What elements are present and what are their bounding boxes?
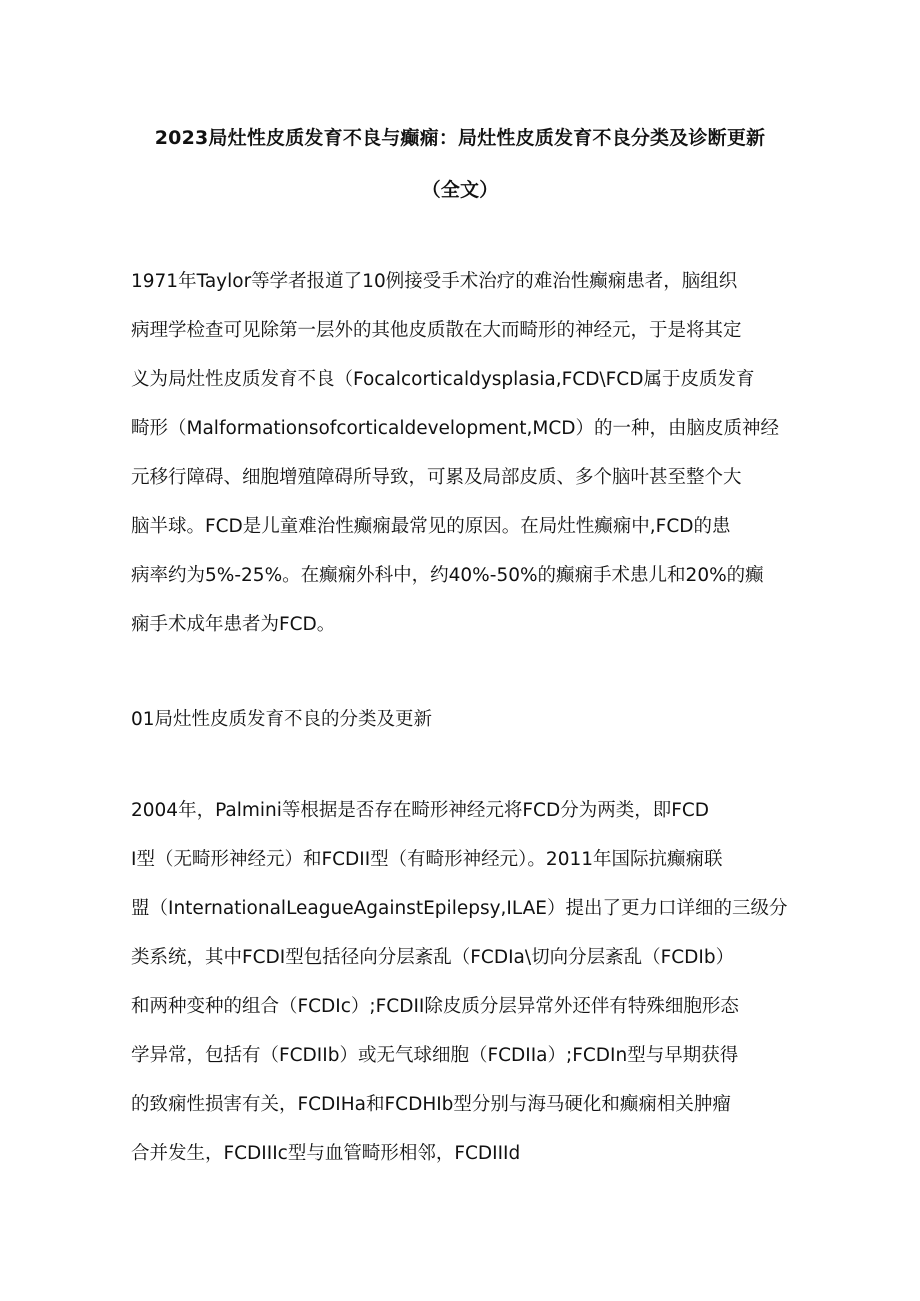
- paragraph-line: 和两种变种的组合（FCDIc）;FCDII除皮质分层异常外还伴有特殊细胞形态: [131, 996, 739, 1017]
- paragraph-line: 2004年，Palmini等根据是否存在畸形神经元将FCD分为两类，即FCD: [131, 800, 710, 821]
- document-title: 2023局灶性皮质发育不良与癫痫：局灶性皮质发育不良分类及诊断更新: [154, 127, 766, 149]
- paragraph-line: 学异常，包括有（FCDIIb）或无气球细胞（FCDIIa）;FCDIn型与早期获得: [131, 1045, 739, 1066]
- paragraph-line: 痫手术成年患者为FCD。: [131, 614, 336, 635]
- paragraph-line: 1971年Taylor等学者报道了10例接受手术治疗的难治性癫痫患者，脑组织: [131, 271, 738, 292]
- intro-paragraph: [131, 257, 799, 649]
- paragraph-line: 畸形（Malformationsofcorticaldevelopment,MCD）的一种，由脑皮质神经: [131, 418, 779, 439]
- document-title-suffix: （全文）: [421, 179, 499, 201]
- paragraph-line: 的致痫性损害有关，FCDIHa和FCDHIb型分别与海马硬化和癫痫相关肿瘤: [131, 1094, 731, 1115]
- paragraph-line: I型（无畸形神经元）和FCDII型（有畸形神经元）。2011年国际抗癫痫联: [131, 849, 723, 870]
- paragraph-line: 病理学检查可见除第一层外的其他皮质散在大而畸形的神经元，于是将其定: [131, 320, 742, 341]
- paragraph-line: 类系统，其中FCDI型包括径向分层紊乱（FCDIa\切向分层紊乱（FCDIb）: [131, 947, 735, 968]
- paragraph-line: 义为局灶性皮质发育不良（Focalcorticaldysplasia,FCD\FCD属于皮质发育: [131, 369, 755, 390]
- paragraph-line: 元移行障碍、细胞增殖障碍所导致，可累及局部皮质、多个脑叶甚至整个大: [131, 467, 742, 488]
- paragraph-line: 盟（InternationalLeagueAgainstEpilepsy,ILAE）提出了更力口详细的三级分: [131, 898, 788, 919]
- paragraph-line: 脑半球。FCD是儿童难治性癫痫最常见的原因。在局灶性癫痫中,FCD的患: [131, 516, 731, 537]
- classification-paragraph: [131, 786, 799, 1178]
- paragraph-line: 病率约为5%-25%。在癫痫外科中，约40%-50%的癫痫手术患儿和20%的癫: [131, 565, 764, 586]
- paragraph-line: 合并发生，FCDIIIc型与血管畸形相邻，FCDIIId: [131, 1143, 521, 1164]
- section-heading: 01局灶性皮质发育不良的分类及更新: [131, 709, 433, 730]
